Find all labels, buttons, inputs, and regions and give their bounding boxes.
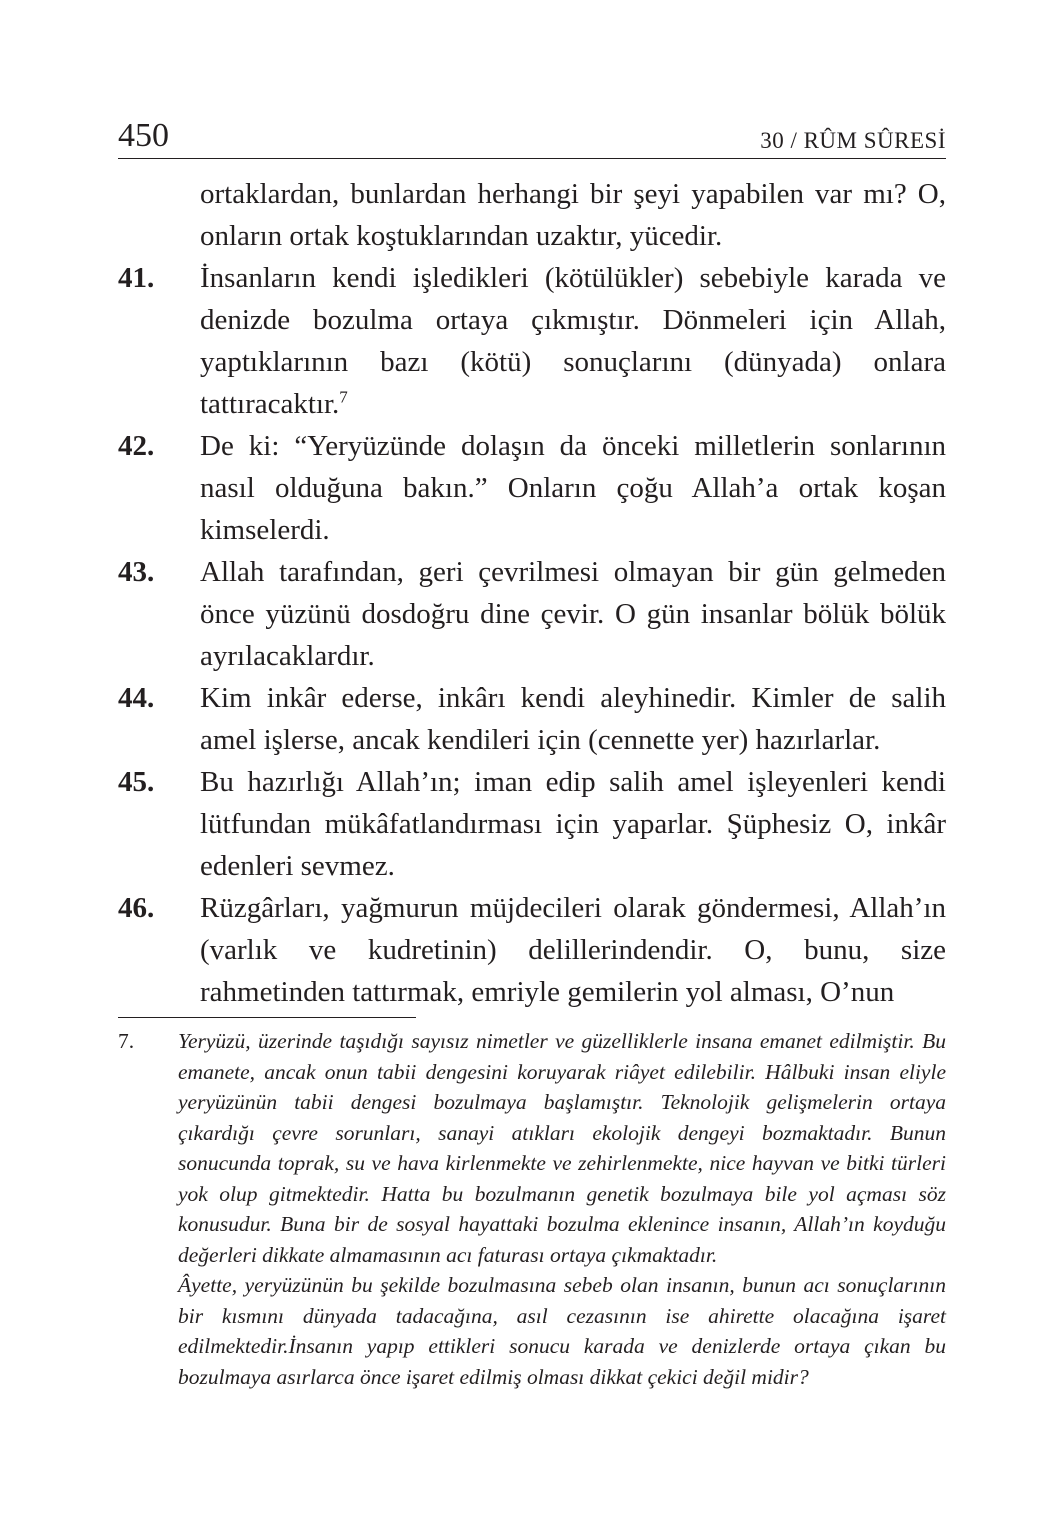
verse-text: ortaklardan, bunlardan herhangi bir şeyi yapabilen var mı? O, onların ortak koştuklarından uzaktır, yücedir. <box>200 178 946 252</box>
page-number: 450 <box>118 117 169 154</box>
verse-46 <box>118 887 946 1013</box>
verse-continuation <box>118 173 946 257</box>
footnote <box>118 1026 946 1392</box>
verse-text: İnsanların kendi işledikleri (kötülükler) sebebiyle karada ve denizde bozulma ortaya çıkmıştır. Dönmeleri için Allah, yaptıklarının bazı (kötü) sonuçlarını (dünyada) onlara tattıracaktır.$^7$ <box>200 262 946 420</box>
verse-text: De ki: “Yeryüzünde dolaşın da önceki milletlerin sonlarının nasıl olduğuna bakın.” Onların çoğu Allah’a ortak koşan kimselerdi. <box>200 430 946 546</box>
verse-41 <box>118 257 946 425</box>
footnote-ref[interactable]: 7 <box>339 387 348 407</box>
verse-text: Kim inkâr ederse, inkârı kendi aleyhinedir. Kimler de salih amel işlerse, ancak kendileri için (cennette yer) hazırlarlar. <box>200 682 946 756</box>
verse-42 <box>118 425 946 551</box>
footnote-paragraph: Yeryüzü, üzerinde taşıdığı sayısız nimetler ve güzelliklerle insana emanet edilmiştir. Bu emanete, ancak onun tabii dengesini koruyarak riâyet edilebilir. Hâlbuki insan eliyle yeryüzünün tabii dengesi bozulmaya başlamıştır. Teknolojik gelişmelerin ortaya çıkardığı çevre sorunları, sanayi atıkları ekolojik dengeyi bozmaktadır. Bunun sonucunda toprak, su ve hava kirlenmekte ve zehirlenmekte, nice hayvan ve bitki türleri yok olup gitmektedir. Hatta bu bozulmanın genetik bozulmaya bile yol açması söz konusudur. Buna bir de sosyal hayattaki bozulma eklenince insanın, Allah’ın koyduğu değerleri dikkate almamasının acı faturası ortaya çıkmaktadır. <box>178 1029 946 1267</box>
footnote-number: 7. <box>118 1029 135 1053</box>
running-head: 30 / RÛM SÛRESİ <box>760 128 946 153</box>
verse-number: 42. <box>118 430 155 462</box>
verse-45 <box>118 761 946 887</box>
footnote-rule <box>118 1017 416 1018</box>
verse-list <box>118 173 946 1013</box>
verse-43 <box>118 551 946 677</box>
verse-number: 46. <box>118 892 155 924</box>
verse-number: 45. <box>118 766 155 798</box>
verse-text: Bu hazırlığı Allah’ın; iman edip salih amel işleyenleri kendi lütfundan mükâfatlandırması için yaparlar. Şüphesiz O, inkâr edenleri sevmez. <box>200 766 946 882</box>
verse-number: 41. <box>118 262 155 294</box>
page-header <box>118 118 946 160</box>
footnote-body <box>178 1026 946 1392</box>
header-rule <box>118 158 946 159</box>
verse-text: Rüzgârları, yağmurun müjdecileri olarak göndermesi, Allah’ın (varlık ve kudretinin) delillerindendir. O, bunu, size rahmetinden tattırmak, emriyle gemilerin yol alması, O’nun <box>200 892 946 1008</box>
verse-44 <box>118 677 946 761</box>
footnote-paragraph: Âyette, yeryüzünün bu şekilde bozulmasına sebeb olan insanın, bunun acı sonuçlarının bir kısmını dünyada tadacağına, asıl cezasının ise ahirette olacağına işaret edilmektedir.İnsanın yapıp ettikleri sonucu karada ve denizlerde ortaya çıkan bu bozulmaya asırlarca önce işaret edilmiş olması dikkat çekici değil midir? <box>178 1273 946 1389</box>
verse-number: 43. <box>118 556 155 588</box>
verse-number: 44. <box>118 682 155 714</box>
verse-text: Allah tarafından, geri çevrilmesi olmayan bir gün gelmeden önce yüzünü dosdoğru dine çevir. O gün insanlar bölük bölük ayrılacaklardır. <box>200 556 946 672</box>
